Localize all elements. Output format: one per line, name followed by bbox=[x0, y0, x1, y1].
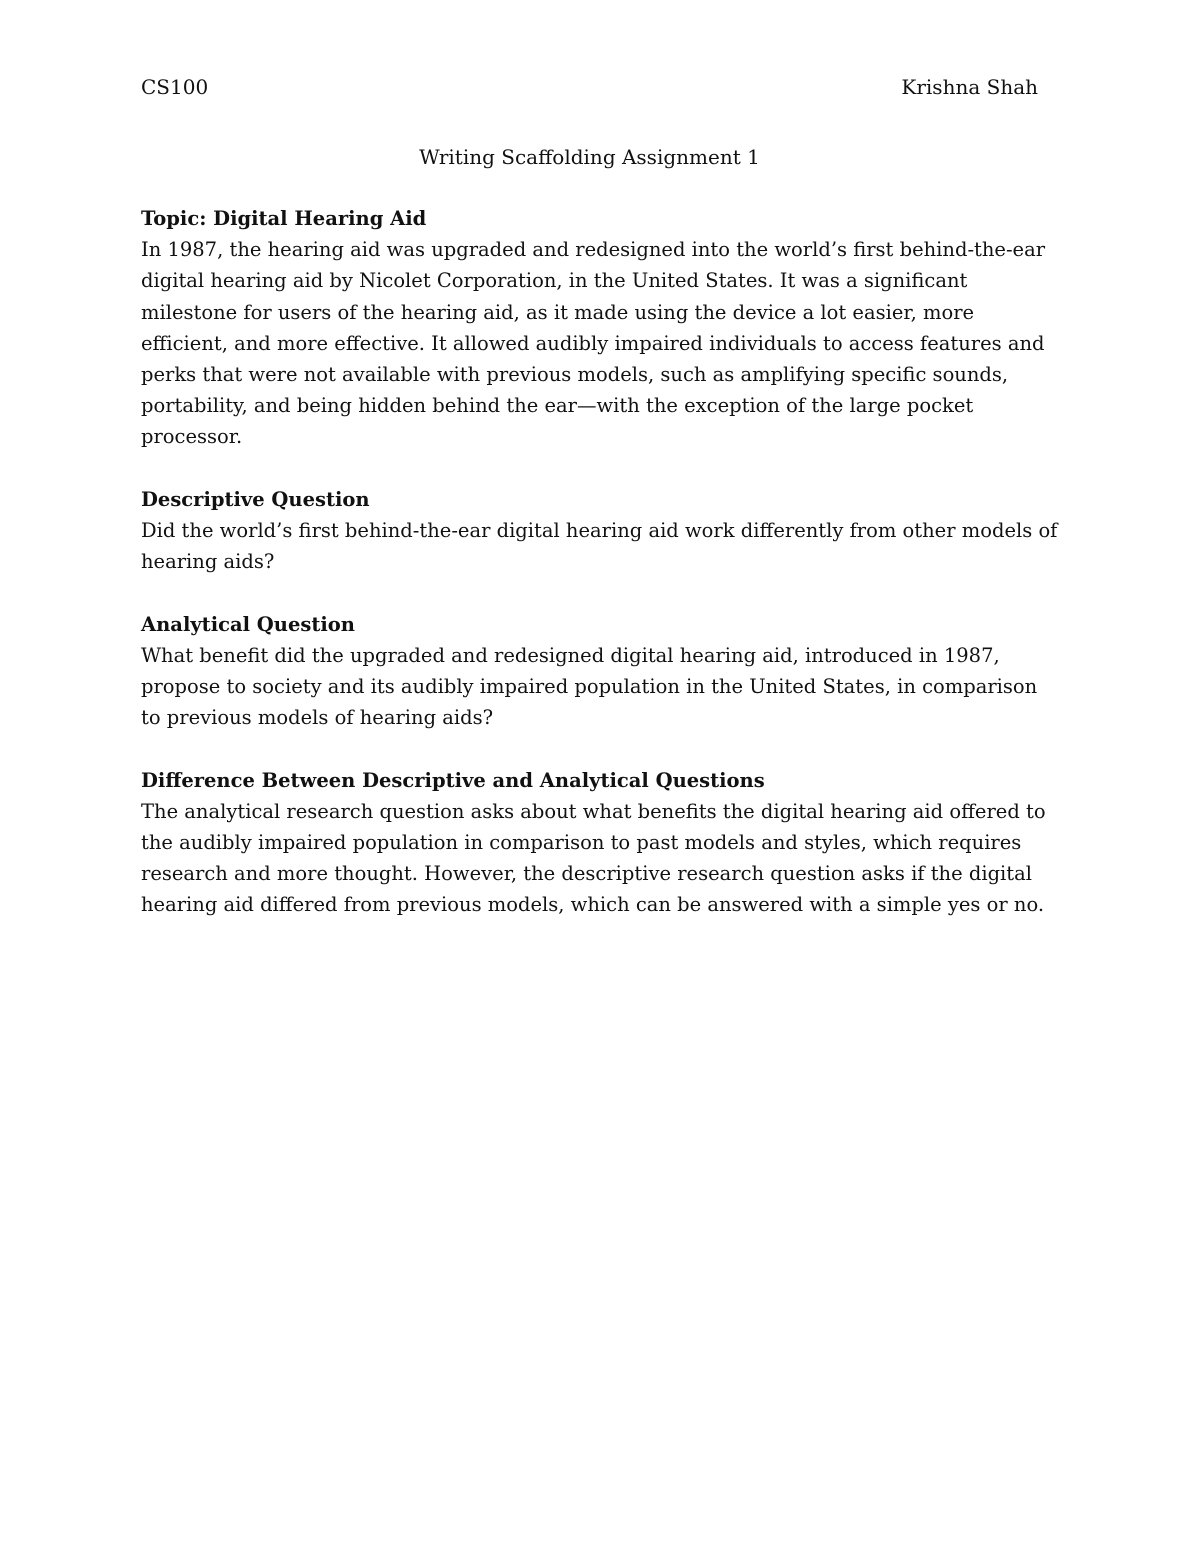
page-header bbox=[141, 72, 1038, 102]
section-paragraph: Did the world’s first behind-the-ear digital hearing aid work differently from other models of hearing aids? bbox=[141, 519, 1058, 574]
section-difference bbox=[141, 765, 1061, 921]
section-analytical-question bbox=[141, 609, 1061, 734]
section-paragraph: What benefit did the upgraded and redesigned digital hearing aid, introduced in 1987, propose to society and its audibly impaired population in the United States, in comparison to previous models of hearing aids? bbox=[141, 643, 1038, 730]
section-topic bbox=[141, 203, 1061, 453]
section-heading: Difference Between Descriptive and Analytical Questions bbox=[141, 768, 765, 792]
document-body bbox=[141, 203, 1061, 952]
course-code: CS100 bbox=[141, 75, 209, 99]
author-name: Krishna Shah bbox=[901, 75, 1038, 99]
document-title: Writing Scaffolding Assignment 1 bbox=[419, 145, 760, 169]
section-paragraph: The analytical research question asks about what benefits the digital hearing aid offered to the audibly impaired population in comparison to past models and styles, which requires research and more thought. However, the descriptive research question asks if the digital hearing aid differed from previous models, which can be answered with a simple yes or no. bbox=[141, 799, 1046, 917]
section-paragraph: In 1987, the hearing aid was upgraded and redesigned into the world’s first behind-the-ear digital hearing aid by Nicolet Corporation, in the United States. It was a significant milestone for users of the hearing aid, as it made using the device a lot easier, more efficient, and more effective. It allowed audibly impaired individuals to access features and perks that were not available with previous models, such as amplifying specific sounds, portability, and being hidden behind the ear—with the exception of the large pocket processor. bbox=[141, 238, 1046, 449]
section-descriptive-question bbox=[141, 484, 1061, 578]
section-heading: Descriptive Question bbox=[141, 487, 370, 511]
section-heading: Topic: Digital Hearing Aid bbox=[141, 207, 427, 230]
section-heading: Analytical Question bbox=[141, 612, 355, 636]
